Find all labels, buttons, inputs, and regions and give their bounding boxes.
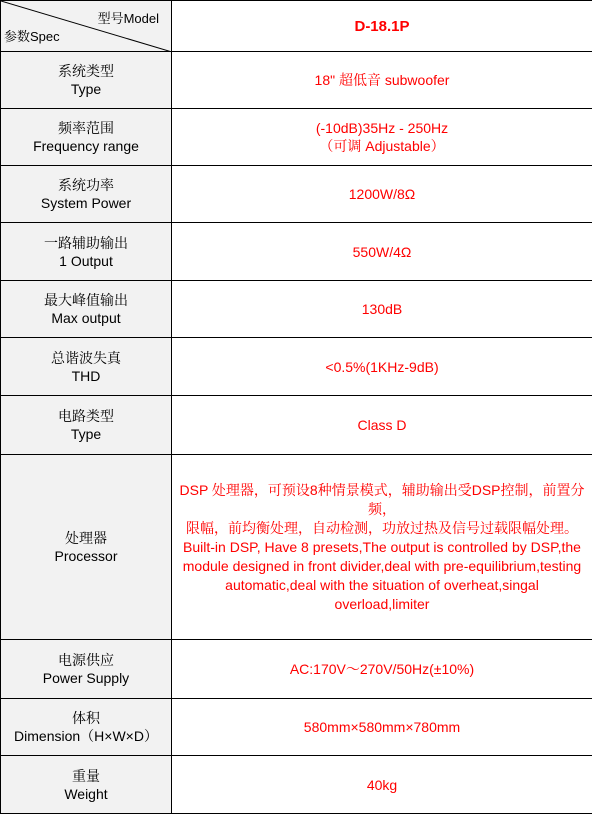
spec-row-processor [1, 455, 592, 640]
row-label-zh: 处理器 [65, 530, 107, 546]
row-label-cell [1, 455, 172, 640]
row-value-cell [172, 166, 592, 223]
row-value-cell [172, 640, 592, 699]
row-label-zh: 电路类型 [58, 408, 114, 424]
spec-row-system-power [1, 166, 592, 223]
row-label-zh: 电源供应 [58, 652, 114, 668]
model-value-cell [172, 1, 592, 52]
spec-row-max-output [1, 281, 592, 338]
row-value: 130dB [361, 301, 403, 317]
spec-row-weight [1, 756, 592, 814]
row-label-en: Max output [51, 310, 121, 326]
row-label-en: Processor [54, 548, 118, 564]
row-value: AC:170V～270V/50Hz(±10%) [289, 661, 475, 677]
row-label-en: 1 Output [59, 252, 113, 269]
spec-row-power-supply [1, 640, 592, 699]
model-value: D-18.1P [354, 17, 410, 35]
header-row [1, 1, 592, 52]
row-value: <0.5%(1KHz-9dB) [325, 358, 439, 375]
spec-row-dimension [1, 699, 592, 756]
row-value-cell [172, 52, 592, 109]
row-value-cell [172, 338, 592, 396]
row-label-zh: 一路辅助输出 [44, 234, 128, 251]
row-label-cell [1, 109, 172, 166]
row-value-cell [172, 455, 592, 640]
row-label-zh: 系统功率 [58, 177, 114, 193]
processor-line-zh-2: 限幅，前均衡处理，自动检测，功放过热及信号过载限幅处理。 [186, 519, 578, 536]
row-value: 40kg [366, 776, 398, 793]
row-value-cell [172, 699, 592, 756]
row-value-cell [172, 223, 592, 281]
row-label-zh: 系统类型 [58, 63, 114, 79]
row-label-en: Frequency range [33, 138, 139, 154]
row-label-zh: 体积 [72, 710, 100, 726]
spec-row-output [1, 223, 592, 281]
spec-row-circuit-type [1, 396, 592, 455]
row-label-en: Dimension（H×W×D） [14, 728, 158, 744]
row-value-line: (-10dB)35Hz - 250Hz [315, 120, 449, 136]
processor-description [172, 481, 592, 614]
row-value-cell [172, 756, 592, 814]
row-label-en: Power Supply [42, 670, 130, 686]
spec-row-thd [1, 338, 592, 396]
row-label-cell [1, 281, 172, 338]
row-label-zh: 最大峰值输出 [44, 292, 128, 308]
row-label-cell [1, 640, 172, 699]
row-label-en: System Power [40, 195, 132, 211]
model-header-label: 型号Model [97, 11, 159, 26]
row-label-en: Weight [64, 785, 108, 802]
row-value: 550W/4Ω [352, 243, 412, 260]
row-value-cell [172, 396, 592, 455]
spec-header-label: 参数Spec [4, 29, 60, 44]
row-value: 18" 超低音 subwoofer [314, 72, 450, 88]
row-value: 1200W/8Ω [348, 186, 416, 202]
row-value: Class D [357, 417, 407, 433]
row-label-cell [1, 52, 172, 109]
processor-line-zh-1: DSP 处理器，可预设8种情景模式，辅助输出受DSP控制，前置分频， [179, 481, 585, 517]
row-label-cell [1, 223, 172, 281]
spec-row-type [1, 52, 592, 109]
row-value-cell [172, 281, 592, 338]
row-label-cell [1, 166, 172, 223]
header-corner-cell [1, 1, 172, 52]
row-label-cell [1, 396, 172, 455]
row-label-zh: 频率范围 [58, 120, 114, 136]
row-label-cell [1, 338, 172, 396]
row-value-cell [172, 109, 592, 166]
row-label-zh: 重量 [72, 767, 100, 784]
row-value: 580mm×580mm×780mm [303, 719, 461, 735]
row-label-en: THD [71, 367, 101, 384]
row-label-cell [1, 756, 172, 814]
row-label-en: Type [70, 81, 102, 97]
spec-row-frequency [1, 109, 592, 166]
processor-line-en: Built-in DSP, Have 8 presets,The output is controlled by DSP,the module designed in front divider,deal with pre-equilibrium,testing automatic,deal with the situation of overheat,singal overload,limiter [182, 538, 582, 612]
row-label-cell [1, 699, 172, 756]
row-label-en: Type [70, 426, 102, 442]
row-value-line: （可调 Adjustable） [319, 138, 445, 154]
row-label-zh: 总谐波失真 [51, 349, 121, 366]
